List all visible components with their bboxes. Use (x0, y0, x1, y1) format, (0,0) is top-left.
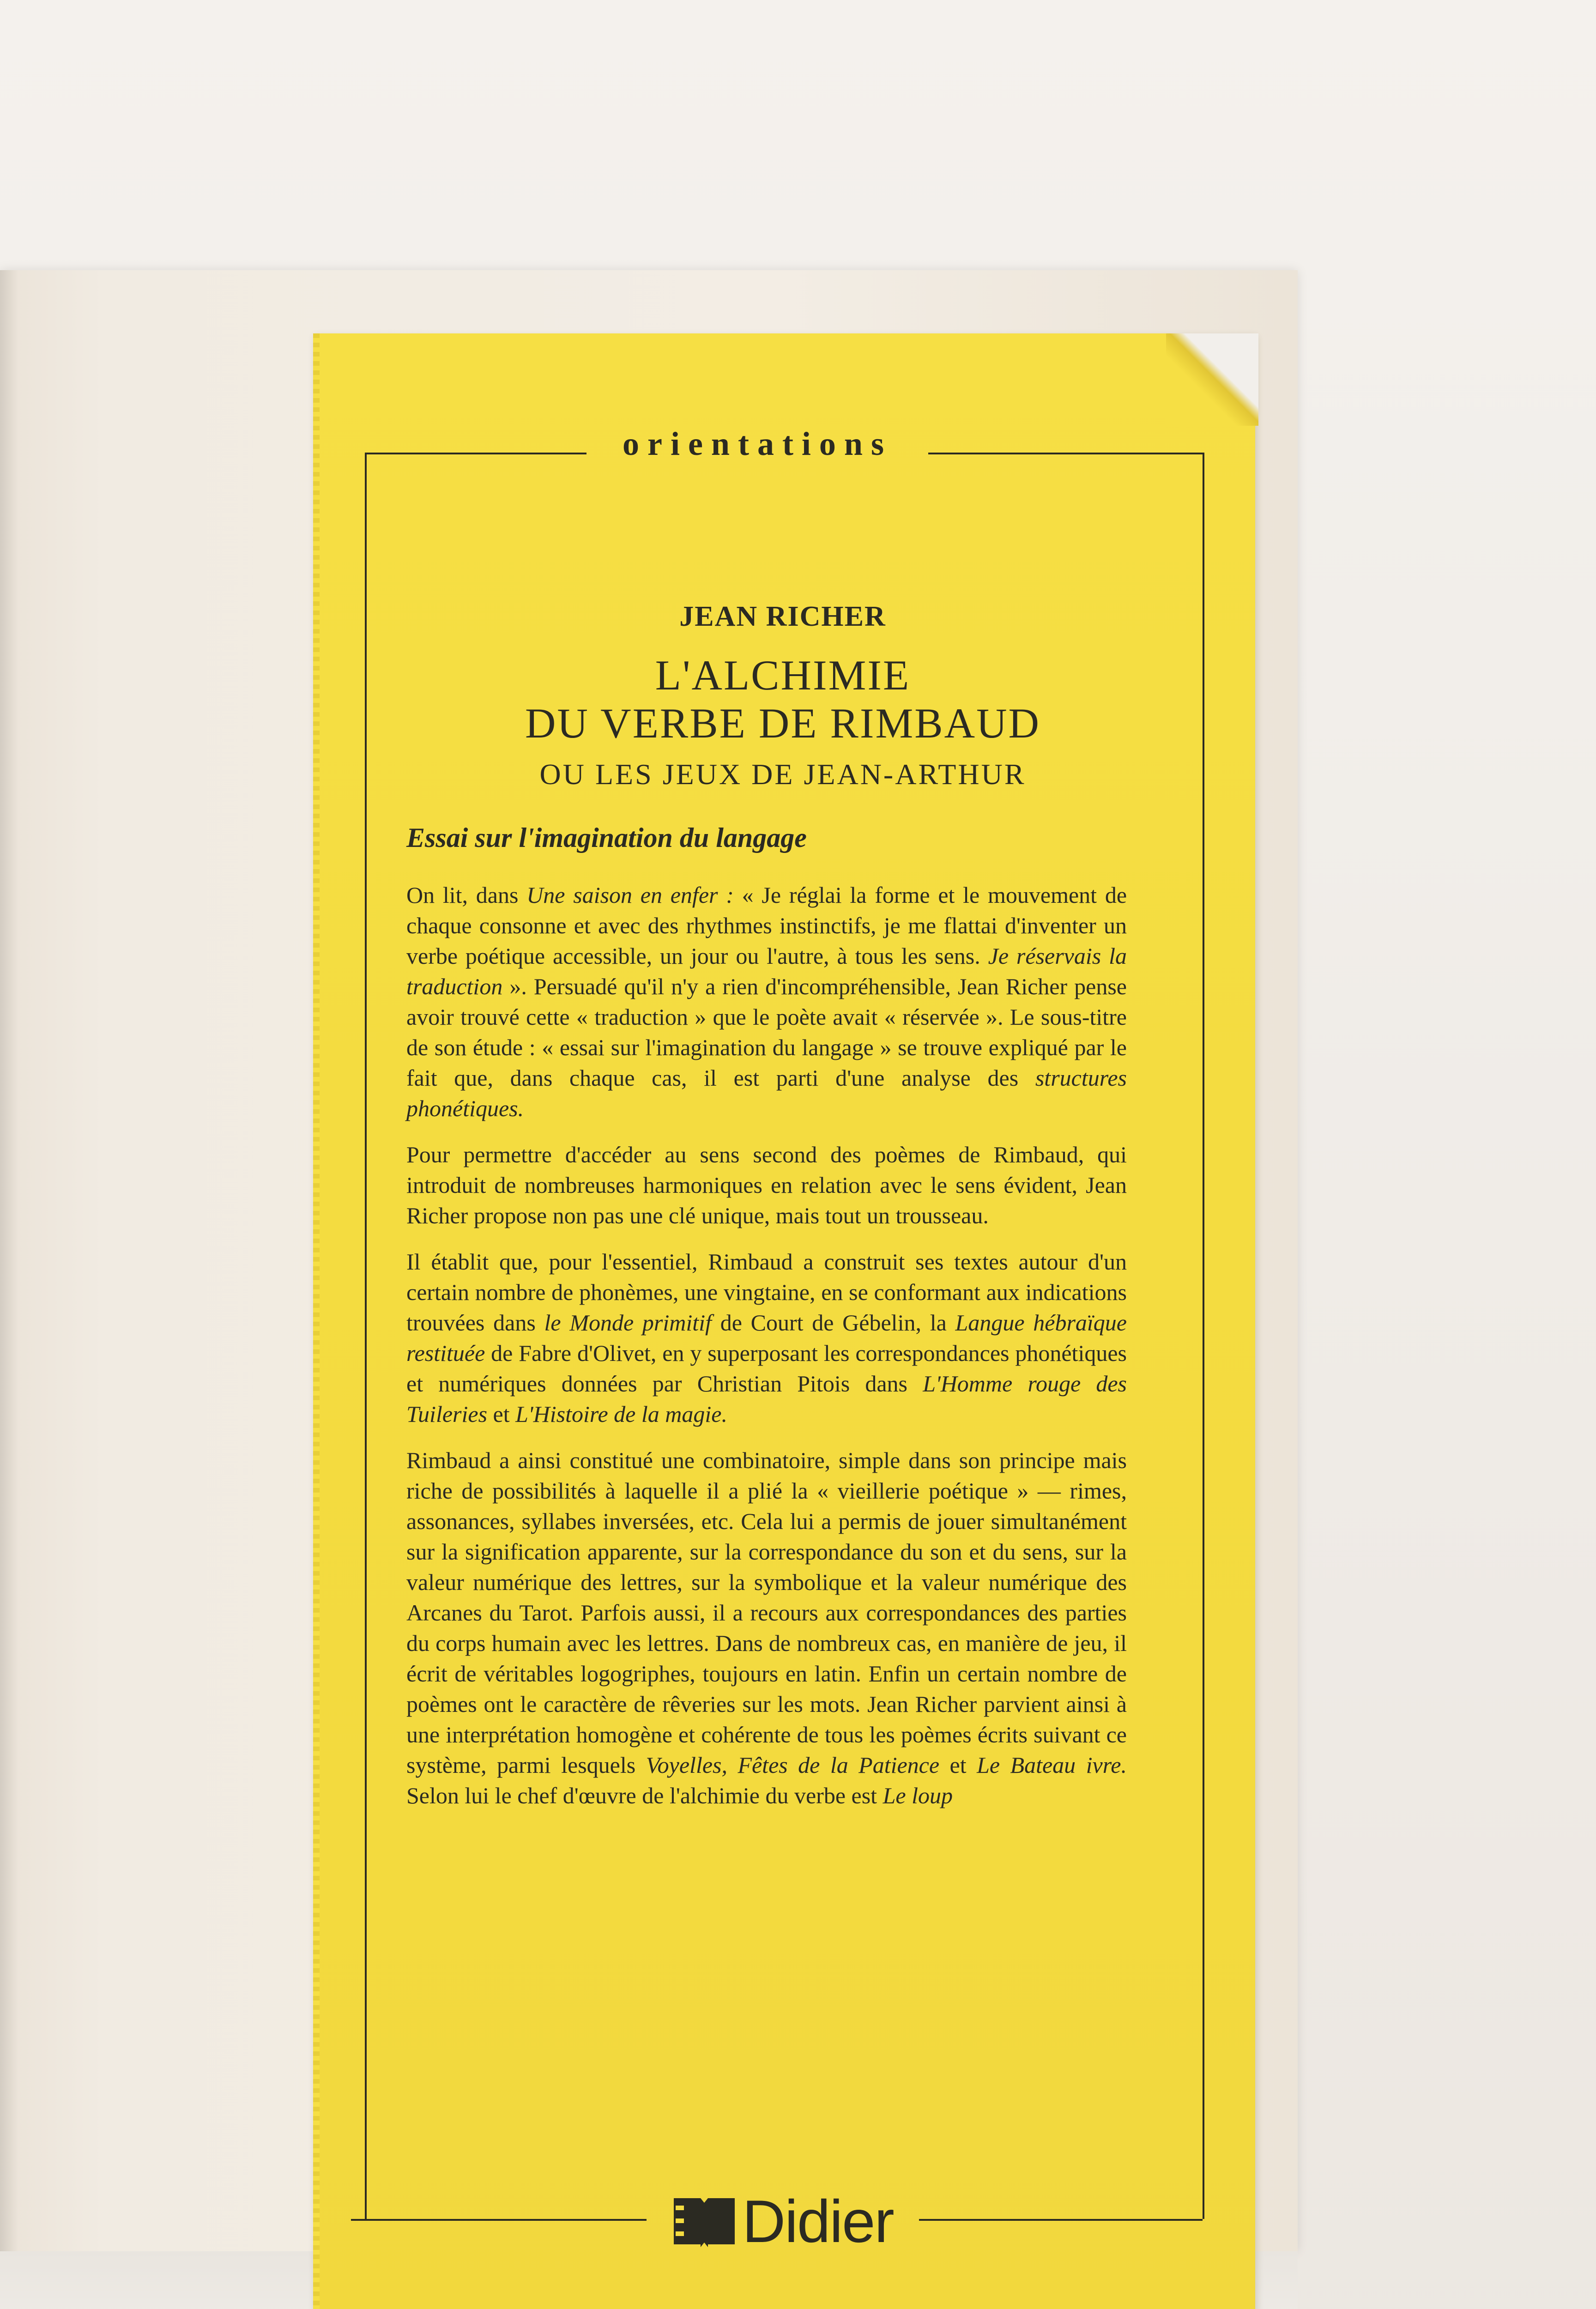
book-title-line: L'ALCHIMIE (655, 652, 911, 699)
paragraph-text: de Court de Gébelin, la (711, 1310, 955, 1336)
book-subtitle: OU LES JEUX DE JEAN-ARTHUR (539, 758, 1026, 791)
frame-rule (919, 2219, 1203, 2221)
italic-work-title: Le loup (883, 1783, 953, 1808)
paragraph-text: Selon lui le chef d'œuvre de l'alchimie du verbe est (406, 1783, 883, 1808)
book-page-shadow (0, 270, 18, 2251)
paragraph-text: et (939, 1752, 977, 1778)
italic-work-title: structures phonétiques. (406, 1065, 1127, 1121)
italic-work-title: Je réservais la traduction (406, 943, 1127, 999)
insert-perforated-edge (313, 333, 320, 2309)
description-paragraph (406, 1445, 1127, 1811)
italic-work-title: Voyelles, Fêtes de la Patience (646, 1752, 940, 1778)
frame-rule (928, 453, 1203, 454)
open-book-logo-icon (672, 2192, 737, 2251)
book-title-line: DU VERBE DE RIMBAUD (525, 700, 1040, 747)
insert-corner-curl (1166, 333, 1258, 426)
italic-work-title: Une saison en enfer : (526, 882, 734, 908)
description-paragraph (406, 1246, 1127, 1429)
book-title (365, 651, 1201, 747)
description-body (406, 880, 1127, 1826)
italic-work-title: L'Homme rouge des Tuileries (406, 1371, 1127, 1427)
author-name: JEAN RICHER (679, 601, 886, 632)
paragraph-text: de Fabre d'Olivet, en y superposant les correspondances phonétiques et numériques données par Christian Pitois dans (406, 1340, 1127, 1396)
paragraph-text: Pour permettre d'accéder au sens second des poèmes de Rimbaud, qui introduit de nombreuses harmoniques en relation avec le sens évident, Jean Richer propose non pas une clé unique, mais tout un trousseau. (406, 1142, 1127, 1228)
paragraph-text: ». Persuadé qu'il n'y a rien d'incompréhensible, Jean Richer pense avoir trouvé cette « traduction » que le poète avait « réservée ». Le sous-titre de son étude : « essai sur l'imagination du langage » se trouve expliqué par le fait que, dans chaque cas, il est parti d'une analyse des (406, 973, 1127, 1091)
series-label: orientations (623, 425, 892, 462)
paragraph-text: On lit, dans (406, 882, 527, 908)
italic-work-title: le Monde primitif (544, 1310, 712, 1336)
paragraph-text: Il établit que, pour l'essentiel, Rimbaud a construit ses textes autour d'un certain nombre de phonèmes, une vingtaine, en se conformant aux indications trouvées dans (406, 1249, 1127, 1336)
italic-work-title: Le Bateau ivre. (977, 1752, 1127, 1778)
publisher-name: Didier (742, 2188, 894, 2255)
frame-rule (365, 453, 586, 454)
paragraph-text: « Je réglai la forme et le mouvement de chaque consonne et avec des rhythmes instinctifs, je me flattai d'inventer un verbe poétique accessible, un jour ou l'autre, à tous les sens. (406, 882, 1127, 969)
description-paragraph (406, 1139, 1127, 1231)
publisher-mark (647, 2189, 919, 2254)
italic-work-title: L'Histoire de la magie. (515, 1401, 727, 1427)
italic-work-title: Langue hébraïque restituée (406, 1310, 1127, 1366)
description-paragraph (406, 880, 1127, 1124)
frame-rule (351, 2219, 647, 2221)
essay-subtitle: Essai sur l'imagination du langage (406, 822, 807, 853)
paragraph-text: et (487, 1401, 516, 1427)
paragraph-text: Rimbaud a ainsi constitué une combinatoire, simple dans son principe mais riche de possibilités à laquelle il a plié la « vieillerie poétique » — rimes, assonances, syllabes inversées, etc. Cela lui a permis de jouer simultanément sur la signification apparente, sur la correspondance du son et du sens, sur la valeur numérique des lettres, sur la symbolique et la valeur numérique des Arcanes du Tarot. Parfois aussi, il a recours aux correspondances des parties du corps humain avec les lettres. Dans de nombreux cas, en manière de jeu, il écrit de véritables logogriphes, toujours en latin. Enfin un certain nombre de poèmes ont le caractère de rêveries sur les mots. Jean Richer parvient ainsi à une interprétation homogène et cohérente de tous les poèmes écrits suivant ce système, parmi lesquels (406, 1447, 1127, 1778)
